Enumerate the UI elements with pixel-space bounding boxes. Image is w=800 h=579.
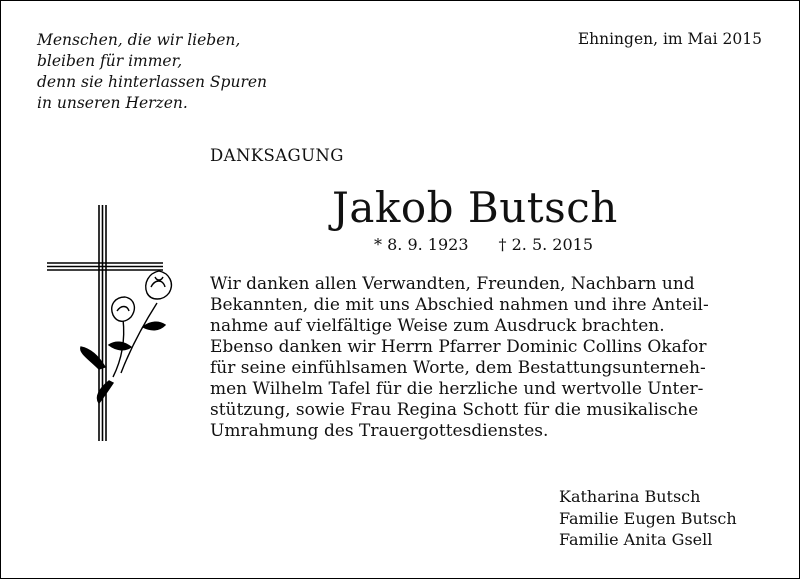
message-line: men Wilhelm Tafel für die herzliche und wertvolle Unter-: [210, 379, 704, 399]
death-date: † 2. 5. 2015: [498, 235, 594, 254]
message-line: Umrahmung des Trauergottesdienstes.: [210, 421, 549, 441]
signers-list: [559, 486, 737, 551]
message-line: Wir danken allen Verwandten, Freunden, Nachbarn und: [210, 274, 695, 294]
signer-name: Katharina Butsch: [559, 487, 701, 506]
poem-line: Menschen, die wir lieben,: [37, 31, 241, 49]
rose-icon: [81, 271, 172, 403]
message-line: Ebenso danken wir Herrn Pfarrer Dominic Collins Okafor: [210, 337, 707, 357]
deceased-name: Jakob Butsch: [332, 183, 618, 232]
poem-line: denn sie hinterlassen Spuren: [37, 73, 268, 91]
poem-line: bleiben für immer,: [37, 52, 183, 70]
message-line: für seine einfühlsamen Worte, dem Bestattungsunterneh-: [210, 358, 706, 378]
cross-with-rose-icon: [39, 197, 179, 453]
message-line: nahme auf vielfältige Weise zum Ausdruck brachten.: [210, 316, 665, 336]
birth-date: * 8. 9. 1923: [374, 235, 469, 254]
signer-name: Familie Eugen Butsch: [559, 508, 737, 528]
life-dates: [374, 235, 593, 254]
memorial-poem: [37, 30, 267, 114]
notice-heading: DANKSAGUNG: [210, 146, 344, 165]
signer-name: Familie Anita Gsell: [559, 530, 713, 549]
thank-you-message: [210, 274, 770, 442]
message-line: Bekannten, die mit uns Abschied nahmen und ihre Anteil-: [210, 295, 709, 315]
message-line: stützung, sowie Frau Regina Schott für die musikalische: [210, 400, 699, 420]
poem-line: in unseren Herzen.: [37, 94, 188, 112]
place-and-date: Ehningen, im Mai 2015: [577, 30, 762, 48]
